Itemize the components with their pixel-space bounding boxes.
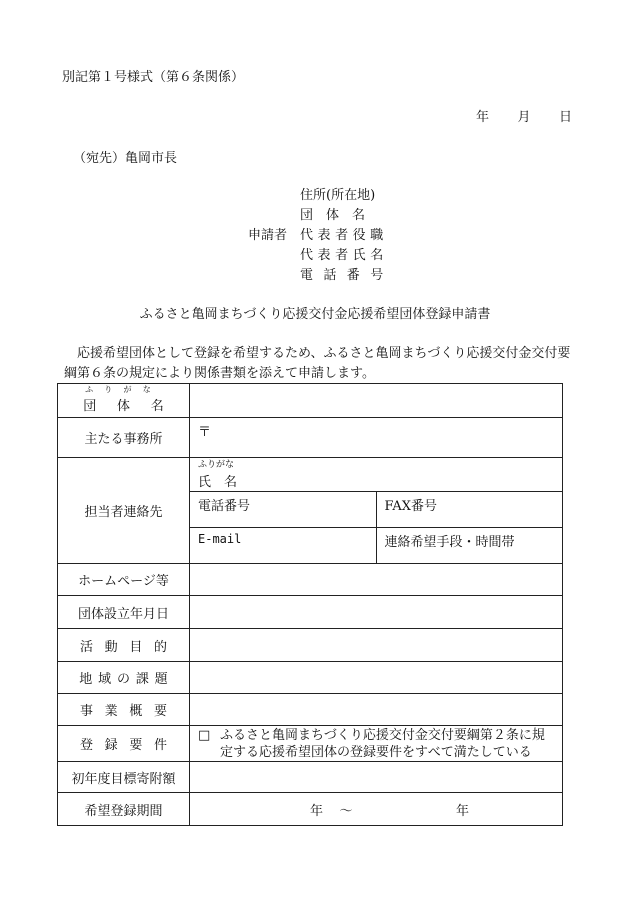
date-line: [476, 106, 572, 125]
founded-input[interactable]: [190, 596, 563, 629]
postal-mark: 〒: [198, 425, 212, 440]
homepage-label: ホームページ等: [58, 564, 190, 596]
addressee: （宛先）亀岡市長: [73, 151, 178, 166]
homepage-input[interactable]: [190, 564, 563, 596]
application-table: [57, 383, 563, 826]
business-label: 事業概要: [79, 704, 179, 719]
issues-input[interactable]: [190, 662, 563, 694]
table-row: [58, 564, 563, 596]
period-separator: ～: [339, 803, 353, 819]
purpose-label-cell: [58, 629, 190, 662]
business-label-cell: [58, 694, 190, 726]
intro-paragraph: 応援希望団体として登録を希望するため、ふるさと亀岡まちづくり応援交付金交付要綱第６条の規定により関係書類を添えて申請します。: [64, 346, 571, 381]
form-number-label: 別記第１号様式（第６条関係）: [62, 70, 245, 85]
date-year: 年: [476, 110, 490, 125]
date-day: 日: [558, 110, 572, 125]
target-amount-label: 初年度目標寄附額: [58, 762, 190, 793]
contact-name-input[interactable]: [190, 458, 563, 492]
applicant-address-label: 住所(所在地): [300, 188, 376, 203]
applicant-phone-label: 電話番号: [300, 268, 394, 283]
document-title: ふるさと亀岡まちづくり応援交付金応援希望団体登録申請書: [139, 307, 491, 322]
contact-preferred-input[interactable]: [376, 528, 563, 564]
table-row: [58, 694, 563, 726]
office-input[interactable]: [190, 418, 563, 458]
issues-label-cell: [58, 662, 190, 694]
table-row: [58, 629, 563, 662]
table-row: [58, 762, 563, 793]
purpose-input[interactable]: [190, 629, 563, 662]
table-row: [58, 662, 563, 694]
table-row: [58, 458, 563, 492]
period-label: 希望登録期間: [58, 793, 190, 826]
table-row: [58, 418, 563, 458]
office-label: 主たる事務所: [58, 418, 190, 458]
founded-label: 団体設立年月日: [58, 596, 190, 629]
contact-phone-input[interactable]: [190, 492, 377, 528]
org-name-label: 団体名: [83, 399, 185, 414]
contact-fax-label: FAX番号: [384, 499, 438, 514]
applicant-rep-name-label: 代表者氏名: [300, 248, 388, 263]
applicant-org-name-label: 団 体 名: [300, 208, 366, 223]
contact-phone-label: 電話番号: [198, 499, 251, 514]
table-row: [58, 726, 563, 762]
target-amount-input[interactable]: [190, 762, 563, 793]
contact-fax-input[interactable]: [376, 492, 563, 528]
business-input[interactable]: [190, 694, 563, 726]
table-row: [58, 793, 563, 826]
period-input[interactable]: [190, 793, 563, 826]
org-name-input[interactable]: [190, 384, 563, 418]
table-row: [58, 384, 563, 418]
issues-label: 地域の課題: [79, 672, 174, 687]
purpose-label: 活動目的: [79, 639, 179, 655]
requirements-label: 登録要件: [79, 738, 179, 753]
contact-preferred-label: 連絡希望手段・時間帯: [384, 535, 515, 550]
period-to-year: 年: [455, 803, 469, 819]
requirements-cell: [190, 726, 563, 762]
requirements-label-cell: [58, 726, 190, 762]
date-month: 月: [517, 110, 531, 125]
contact-email-input[interactable]: [190, 528, 377, 564]
org-name-label-cell: [58, 384, 190, 418]
contact-label: 担当者連絡先: [58, 458, 190, 564]
requirements-text: ふるさと亀岡まちづくり応援交付金交付要綱第２条に規定する応援希望団体の登録要件をすべて満たしている: [220, 727, 545, 760]
requirements-checkbox[interactable]: □: [198, 727, 211, 743]
org-name-ruby: ふりがな: [85, 385, 162, 394]
table-row: [58, 596, 563, 629]
applicant-rep-title-label: 代表者役職: [300, 228, 388, 243]
contact-name-label: 氏 名: [198, 474, 238, 490]
contact-email-label: E-mail: [198, 532, 242, 546]
applicant-label: 申請者: [248, 228, 288, 243]
period-from-year: 年: [309, 803, 323, 819]
contact-name-ruby: ふりがな: [198, 459, 235, 470]
